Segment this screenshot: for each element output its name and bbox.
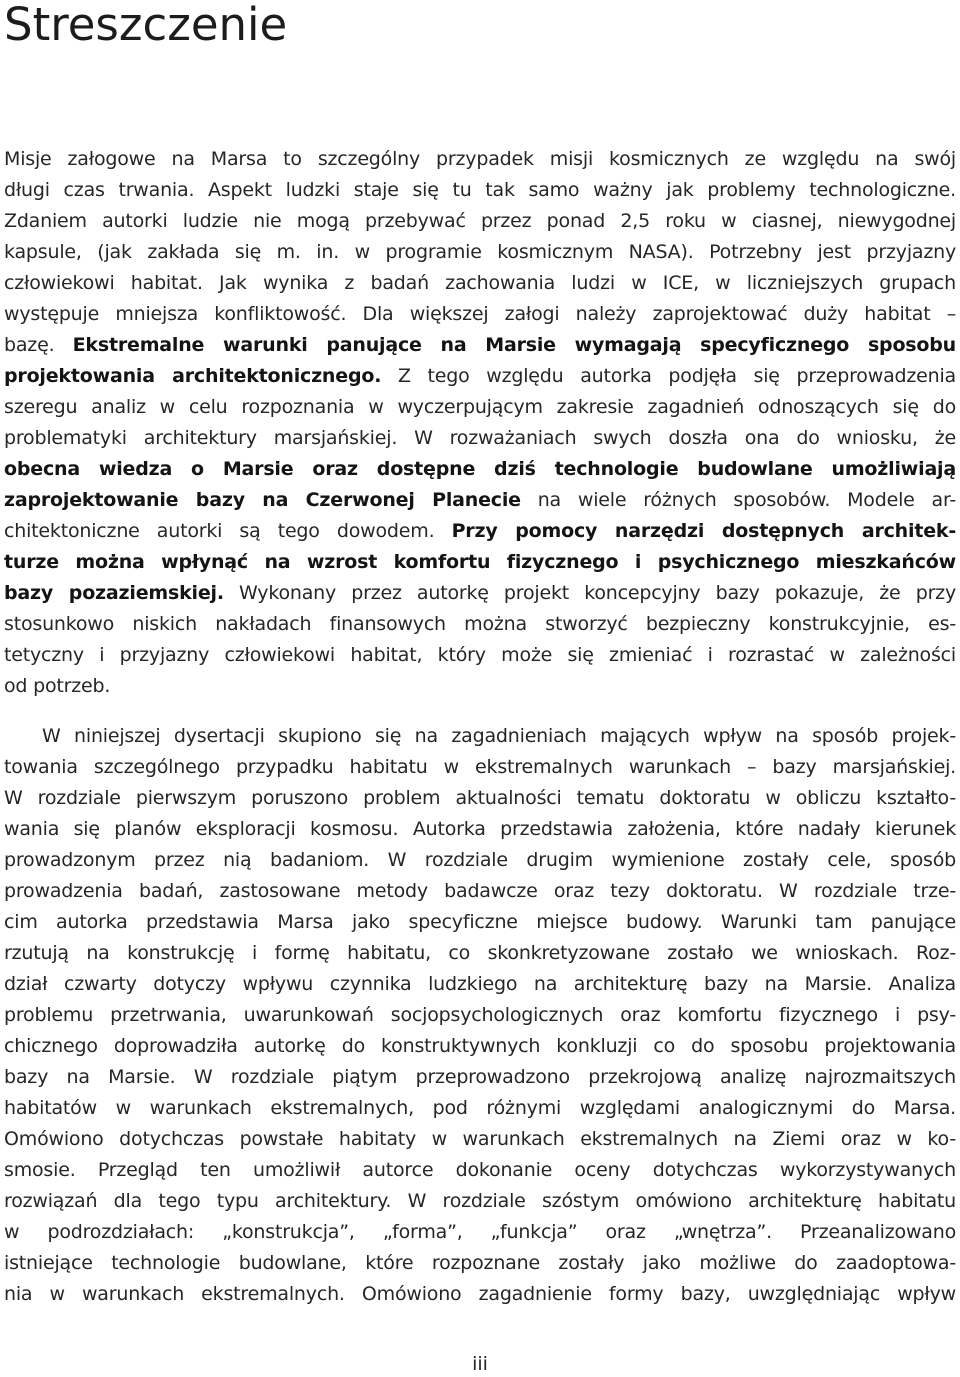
emphasis-text: projektowania architektonicznego. bbox=[4, 365, 382, 387]
text-line: habitatów w warunkach ekstremalnych, pod różnymi względami analogicznymi do Marsa. bbox=[4, 1097, 956, 1119]
text-line: kapsule, (jak zakłada się m. in. w programie kosmicznym NASA). Potrzebny jest przyjazny bbox=[4, 241, 956, 263]
text-line: problemu przetrwania, uwarunkowań socjopsychologicznych oraz komfortu fizycznego i psy- bbox=[4, 1004, 956, 1026]
text-line: wania się planów eksploracji kosmosu. Autorka przedstawia założenia, które nadały kierunek bbox=[4, 818, 956, 840]
text-line: od potrzeb. bbox=[4, 675, 111, 697]
text-run: chitektoniczne autorki są tego dowodem. bbox=[4, 520, 435, 542]
page-title: Streszczenie bbox=[4, 0, 288, 51]
text-line: stosunkowo niskich nakładach finansowych można stworzyć bezpieczny konstrukcyjnie, es- bbox=[4, 613, 956, 635]
text-line: W niniejszej dysertacji skupiono się na zagadnieniach mających wpływ na sposób projek- bbox=[42, 725, 956, 747]
abstract-paragraph-1 bbox=[4, 144, 956, 702]
text-line: człowiekowi habitat. Jak wynika z badań zachowania ludzi w ICE, w liczniejszych grupach bbox=[4, 272, 956, 294]
text-line: w podrozdziałach: „konstrukcja”, „forma”, „funkcja” oraz „wnętrza”. Przeanalizowano bbox=[4, 1221, 956, 1243]
text-line: istniejące technologie budowlane, które rozpoznane zostały jako możliwe do zaadoptowa- bbox=[4, 1252, 956, 1274]
text-line: długi czas trwania. Aspekt ludzki staje się tu tak samo ważny jak problemy technologiczne. bbox=[4, 179, 956, 201]
text-run: bazę. bbox=[4, 334, 55, 356]
text-run: na wiele różnych sposobów. Modele ar- bbox=[537, 489, 956, 511]
text-line bbox=[4, 361, 956, 392]
text-line: rozwiązań dla tego typu architektury. W rozdziale szóstym omówiono architekturę habitatu bbox=[4, 1190, 956, 1212]
text-line bbox=[4, 330, 956, 361]
text-line: prowadzenia badań, zastosowane metody badawcze oraz tezy doktoratu. W rozdziale trze- bbox=[4, 880, 956, 902]
text-line: towania szczególnego przypadku habitatu w ekstremalnych warunkach – bazy marsjańskiej. bbox=[4, 756, 956, 778]
text-line: W rozdziale pierwszym poruszono problem aktualności tematu doktoratu w obliczu kształto- bbox=[4, 787, 956, 809]
text-line bbox=[4, 547, 956, 578]
text-line: występuje mniejsza konfliktowość. Dla większej załogi należy zaprojektować duży habitat – bbox=[4, 303, 956, 325]
abstract-paragraph-2 bbox=[4, 721, 956, 1310]
text-line bbox=[4, 485, 956, 516]
text-line: dział czwarty dotyczy wpływu czynnika ludzkiego na architekturę bazy na Marsie. Analiza bbox=[4, 973, 956, 995]
text-line: Zdaniem autorki ludzie nie mogą przebywać przez ponad 2,5 roku w ciasnej, niewygodnej bbox=[4, 210, 956, 232]
text-line bbox=[4, 454, 956, 485]
emphasis-text: bazy pozaziemskiej. bbox=[4, 582, 224, 604]
text-run: Wykonany przez autorkę projekt koncepcyjny bazy pokazuje, że przy bbox=[239, 582, 957, 604]
emphasis-text: obecna wiedza o Marsie oraz dostępne dziś technologie budowlane umożliwiają bbox=[4, 458, 956, 480]
text-line: szeregu analiz w celu rozpoznania w wyczerpującym zakresie zagadnień odnoszących się do bbox=[4, 396, 956, 418]
text-line: prowadzonym przez nią badaniom. W rozdziale drugim wymienione zostały cele, sposób bbox=[4, 849, 956, 871]
text-line: chicznego doprowadziła autorkę do konstruktywnych konkluzji co do sposobu projektowania bbox=[4, 1035, 956, 1057]
text-line: bazy na Marsie. W rozdziale piątym przeprowadzono przekrojową analizę najrozmaitszych bbox=[4, 1066, 956, 1088]
text-line: smosie. Przegląd ten umożliwił autorce dokonanie oceny dotychczas wykorzystywanych bbox=[4, 1159, 956, 1181]
text-line: rzutują na konstrukcję i formę habitatu, co skonkretyzowane zostało we wnioskach. Roz- bbox=[4, 942, 956, 964]
text-line bbox=[4, 516, 956, 547]
text-line: cim autorka przedstawia Marsa jako specyficzne miejsce budowy. Warunki tam panujące bbox=[4, 911, 956, 933]
emphasis-text: Przy pomocy narzędzi dostępnych architek- bbox=[451, 520, 957, 542]
text-line: nia w warunkach ekstremalnych. Omówiono zagadnienie formy bazy, uwzględniając wpływ bbox=[4, 1283, 956, 1305]
emphasis-text: turze można wpłynąć na wzrost komfortu fizycznego i psychicznego mieszkańców bbox=[4, 551, 956, 573]
emphasis-text: Ekstremalne warunki panujące na Marsie wymagają specyficznego sposobu bbox=[72, 334, 956, 356]
emphasis-text: zaprojektowanie bazy na Czerwonej Planecie bbox=[4, 489, 521, 511]
text-line: tetyczny i przyjazny człowiekowi habitat, który może się zmieniać i rozrastać w zależności bbox=[4, 644, 956, 666]
text-line: Omówiono dotychczas powstałe habitaty w warunkach ekstremalnych na Ziemi oraz w ko- bbox=[4, 1128, 956, 1150]
page-number: iii bbox=[472, 1353, 488, 1375]
text-line bbox=[4, 578, 956, 609]
text-line: Misje załogowe na Marsa to szczególny przypadek misji kosmicznych ze względu na swój bbox=[4, 148, 956, 170]
text-line: problematyki architektury marsjańskiej. W rozważaniach swych doszła ona do wniosku, że bbox=[4, 427, 956, 449]
text-run: Z tego względu autorka podjęła się przeprowadzenia bbox=[397, 365, 956, 387]
